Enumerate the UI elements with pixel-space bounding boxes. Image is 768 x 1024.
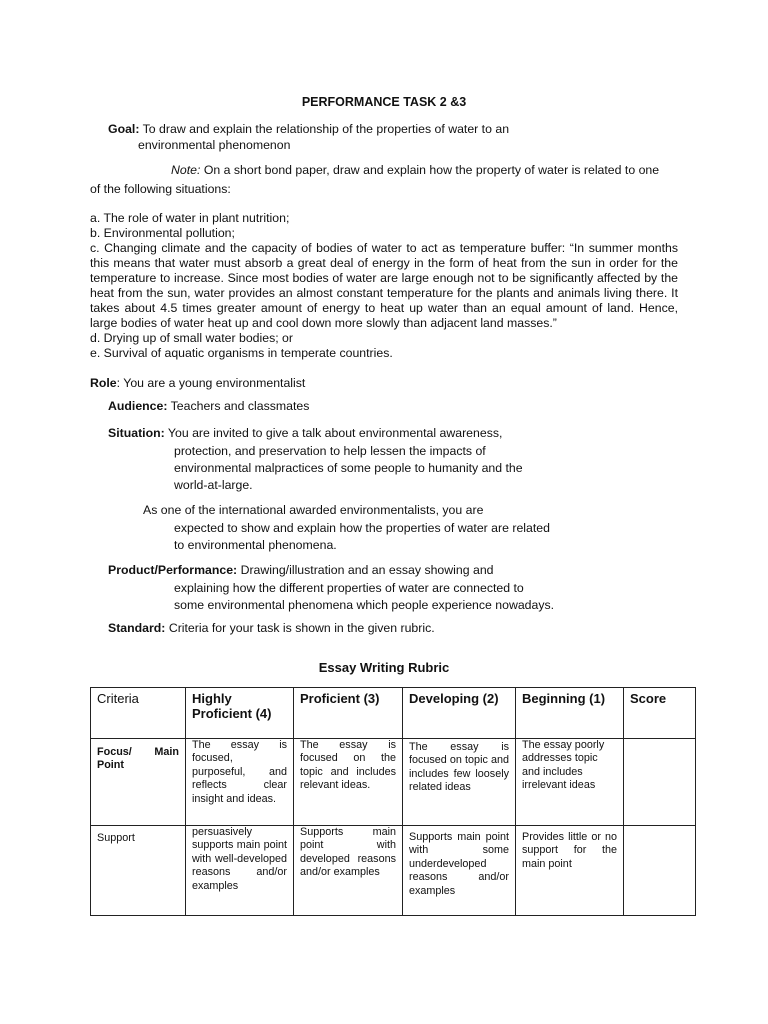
situation-d: d. Drying up of small water bodies; or (90, 331, 293, 345)
product-text: Drawing/illustration and an essay showing and (240, 563, 494, 577)
note-label: Note: (171, 163, 201, 177)
role-text: : You are a young environmentalist (116, 376, 306, 390)
situation-c: c. Changing climate and the capacity of bodies of water to act as temperature buffer: “In summer months this means that water must absorb a great deal of energy in the form of heat from the sun in order for the temperature to increase. Since most bodies of water are large enough not to be significantly affected by the heat from the sun, water provides an almost constant temperature for the plants and animals living there. It takes about 4.5 times greater amount of energy to heat up water than an equal amount of land. Hence, large bodies of water heat up and cool down more slowly than adjacent land masses.” (90, 241, 678, 330)
situations-list (90, 211, 678, 361)
product-line-1 (108, 563, 494, 578)
rubric-header-row (91, 688, 696, 739)
row-developing: Supports main point with some underdeveloped reasons and/or examples (403, 826, 516, 916)
audience-label: Audience: (108, 399, 168, 413)
situation-line-3: environmental malpractices of some people to humanity and the (174, 461, 523, 475)
situation-label: Situation: (108, 426, 165, 440)
standard-label: Standard: (108, 621, 166, 635)
as-one-line-2: expected to show and explain how the properties of water are related (174, 521, 550, 535)
goal-text: To draw and explain the relationship of the properties of water to an (142, 122, 510, 136)
goal-line-1 (108, 122, 668, 137)
situation-line-1 (108, 426, 502, 441)
product-line-3: some environmental phenomena which people experience nowadays. (174, 598, 555, 612)
row-criteria: Focus/ Main Point (91, 739, 186, 826)
note-line-1 (171, 163, 691, 178)
page-title: PERFORMANCE TASK 2 &3 (301, 95, 467, 109)
row-proficient: The essay is focused on the topic and includes relevant ideas. (294, 739, 403, 826)
role-line (90, 376, 305, 391)
standard-line (108, 621, 435, 636)
rubric-title: Essay Writing Rubric (318, 660, 450, 675)
header-developing: Developing (2) (403, 688, 516, 739)
header-score: Score (624, 688, 696, 739)
product-line-2: explaining how the different properties of water are connected to (174, 581, 524, 595)
product-label: Product/Performance: (108, 563, 238, 577)
goal-label: Goal: (108, 122, 140, 136)
as-one-line-3: to environmental phenomena. (174, 538, 337, 552)
table-row (91, 739, 696, 826)
situation-line-4: world-at-large. (174, 478, 253, 492)
situation-line-2: protection, and preservation to help lessen the impacts of (174, 444, 486, 458)
role-label: Role (90, 376, 117, 390)
note-line-2: of the following situations: (90, 182, 231, 196)
as-one-line-1: As one of the international awarded environmentalists, you are (143, 503, 484, 517)
row-highly: persuasively supports main point with well-developed reasons and/or examples (186, 826, 294, 916)
row-score (624, 739, 696, 826)
situation-text: You are invited to give a talk about environmental awareness, (167, 426, 503, 440)
header-proficient: Proficient (3) (294, 688, 403, 739)
row-highly: The essay is focused, purposeful, and reflects clear insight and ideas. (186, 739, 294, 826)
row-score (624, 826, 696, 916)
table-row (91, 826, 696, 916)
header-beginning: Beginning (1) (516, 688, 624, 739)
header-highly-proficient: Highly Proficient (4) (186, 688, 294, 739)
audience-line (108, 399, 309, 414)
standard-text: Criteria for your task is shown in the given rubric. (168, 621, 435, 635)
row-beginning: Provides little or no support for the main point (516, 826, 624, 916)
row-criteria: Support (91, 826, 186, 916)
row-beginning: The essay poorly addresses topic and includes irrelevant ideas (516, 739, 624, 826)
row-developing: The essay is focused on topic and includes few loosely related ideas (403, 739, 516, 826)
header-criteria: Criteria (91, 688, 186, 739)
goal-line-2: environmental phenomenon (138, 138, 291, 152)
situation-a: a. The role of water in plant nutrition; (90, 211, 290, 225)
note-text: On a short bond paper, draw and explain how the property of water is related to one (203, 163, 660, 177)
situation-e: e. Survival of aquatic organisms in temperate countries. (90, 346, 393, 360)
audience-text: Teachers and classmates (170, 399, 310, 413)
row-proficient: Supports main point with developed reasons and/or examples (294, 826, 403, 916)
situation-b: b. Environmental pollution; (90, 226, 235, 240)
rubric-table (90, 687, 696, 916)
